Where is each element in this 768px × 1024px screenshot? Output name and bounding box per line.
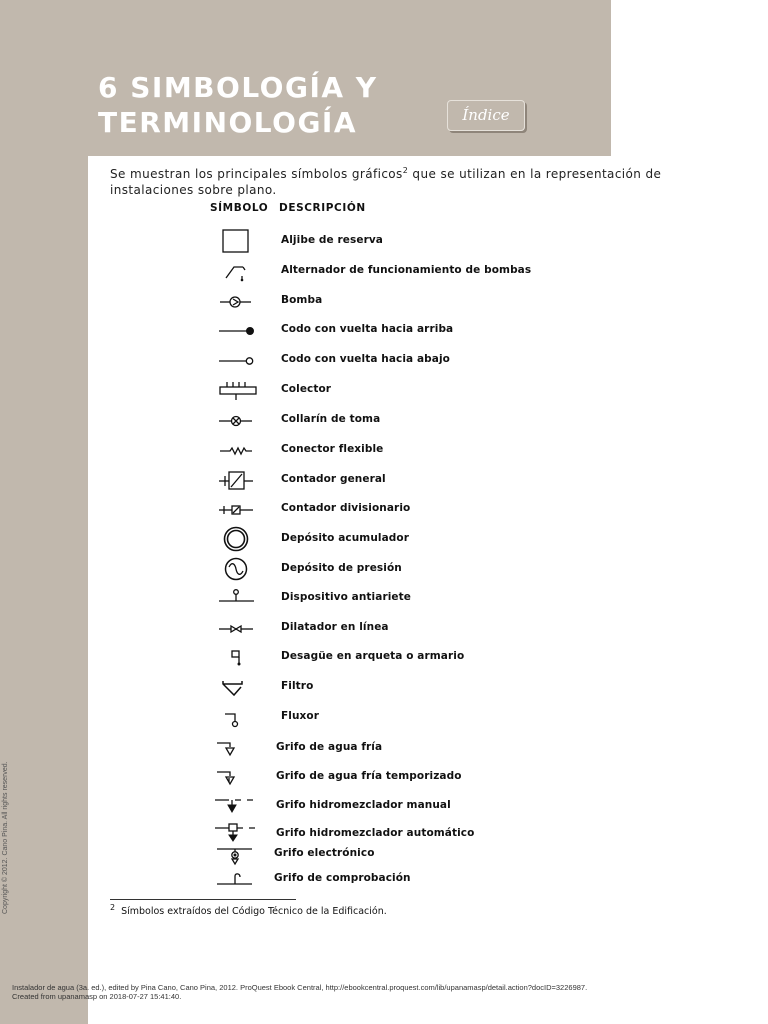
table-row [0, 678, 560, 698]
aljibe-icon [205, 228, 269, 256]
chapter-title [98, 70, 378, 140]
desague-icon [205, 644, 269, 672]
table-row [0, 872, 560, 892]
row-label: Depósito acumulador [281, 532, 409, 544]
table-row [0, 500, 560, 520]
footnote-divider [110, 899, 296, 900]
row-label: Desagüe en arqueta o armario [281, 650, 465, 662]
table-row [0, 825, 560, 845]
row-label: Aljibe de reserva [281, 234, 383, 246]
row-label: Collarín de toma [281, 413, 381, 425]
table-row [0, 232, 560, 252]
bomba-icon [205, 288, 269, 316]
row-label: Codo con vuelta hacia arriba [281, 323, 454, 335]
row-label: Grifo hidromezclador automático [276, 827, 475, 839]
grifo-fria-temporizado-icon [205, 764, 269, 792]
row-label: Contador general [281, 473, 386, 485]
row-label: Colector [281, 383, 332, 395]
footnote-number: 2 [110, 903, 116, 912]
table-row [0, 411, 560, 431]
source-citation [12, 983, 587, 1001]
deposito-presion-icon [205, 556, 269, 584]
index-button[interactable]: Índice [447, 100, 525, 131]
source-line-2: Created from upanamasp on 2018-07-27 15:41:40. [12, 992, 182, 1001]
chapter-title-line2: TERMINOLOGÍA [98, 106, 358, 139]
table-row [0, 708, 560, 728]
table-row [0, 648, 560, 668]
footnote-text: Símbolos extraídos del Código Técnico de la Edificación. [121, 906, 387, 917]
row-label: Codo con vuelta hacia abajo [281, 353, 450, 365]
codo-arriba-icon [205, 317, 269, 345]
intro-paragraph [110, 163, 670, 198]
deposito-acumulador-icon [205, 526, 269, 554]
table-row [0, 441, 560, 461]
table-row [0, 262, 560, 282]
table-row [0, 381, 560, 401]
grifo-hidromezclador-manual-icon [205, 793, 269, 821]
row-label: Bomba [281, 294, 323, 306]
codo-abajo-icon [205, 347, 269, 375]
table-row [0, 589, 560, 609]
column-header-description: DESCRIPCIÓN [279, 202, 366, 214]
row-label: Conector flexible [281, 443, 384, 455]
table-row [0, 530, 560, 550]
collarin-icon [205, 407, 269, 435]
fluxor-icon [205, 704, 269, 732]
footnote [110, 903, 387, 917]
intro-footnote-ref: 2 [402, 166, 409, 175]
table-row [0, 846, 560, 866]
table-row [0, 321, 560, 341]
conector-flexible-icon [205, 437, 269, 465]
row-label: Grifo de agua fría [276, 741, 383, 753]
table-row [0, 768, 560, 788]
table-row [0, 292, 560, 312]
intro-text: Se muestran los principales símbolos gráficos [110, 167, 403, 181]
row-label: Grifo hidromezclador manual [276, 799, 451, 811]
copyright-notice: Copyright © 2012. Cano Pina. All rights reserved. [2, 761, 9, 914]
grifo-comprobacion-icon [205, 868, 269, 896]
table-row [0, 351, 560, 371]
table-row [0, 560, 560, 580]
alternador-icon [205, 258, 269, 286]
row-label: Fluxor [281, 710, 320, 722]
colector-icon [205, 377, 269, 405]
row-label: Grifo electrónico [274, 847, 375, 859]
row-label: Dilatador en línea [281, 621, 389, 633]
grifo-fria-icon [205, 735, 269, 763]
table-row [0, 739, 560, 759]
antiariete-icon [205, 585, 269, 613]
grifo-electronico-icon [205, 842, 269, 870]
filtro-icon [205, 674, 269, 702]
table-row [0, 797, 560, 817]
contador-general-icon [205, 467, 269, 495]
row-label: Grifo de agua fría temporizado [276, 770, 462, 782]
row-label: Depósito de presión [281, 562, 402, 574]
table-row [0, 619, 560, 639]
dilatador-icon [205, 615, 269, 643]
column-header-symbol: SÍMBOLO [210, 202, 269, 214]
row-label: Alternador de funcionamiento de bombas [281, 264, 532, 276]
source-line-1: Instalador de agua (3a. ed.), edited by Pina Cano, Cano Pina, 2012. ProQuest Ebook Central, http://ebookcentral.proquest.com/lib/upanamasp/detail.action?docID=3226987. [12, 983, 588, 992]
chapter-title-line1: 6 SIMBOLOGÍA Y [98, 71, 378, 104]
contador-divisionario-icon [205, 496, 269, 524]
row-label: Dispositivo antiariete [281, 591, 411, 603]
intro-text-after: que se utilizan en la representación de instalaciones sobre plano. [110, 167, 662, 197]
table-row [0, 471, 560, 491]
row-label: Grifo de comprobación [274, 872, 411, 884]
row-label: Filtro [281, 680, 314, 692]
row-label: Contador divisionario [281, 502, 411, 514]
